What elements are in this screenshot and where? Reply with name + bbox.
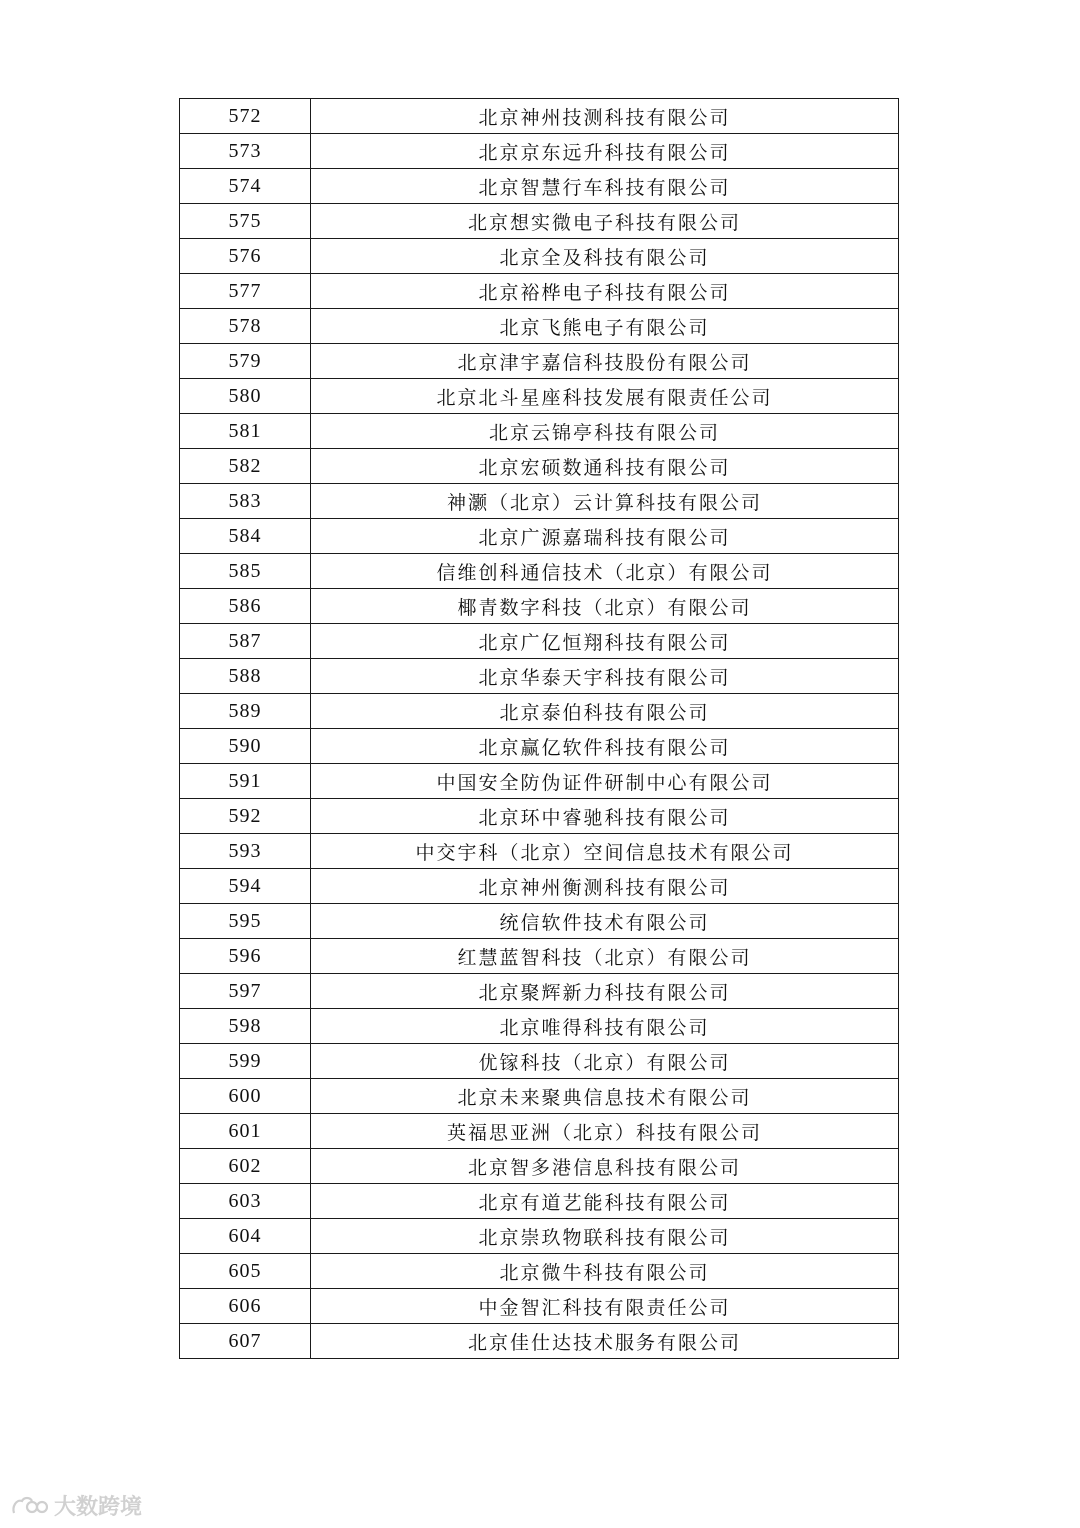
row-number-cell: 594 — [180, 869, 311, 904]
company-name-cell: 统信软件技术有限公司 — [311, 904, 899, 939]
company-name-cell: 北京津宇嘉信科技股份有限公司 — [311, 344, 899, 379]
row-number-cell: 602 — [180, 1149, 311, 1184]
table-row — [180, 729, 899, 764]
row-number-cell: 575 — [180, 204, 311, 239]
row-number-cell: 589 — [180, 694, 311, 729]
table-row — [180, 519, 899, 554]
row-number-cell: 577 — [180, 274, 311, 309]
company-name-cell: 北京泰伯科技有限公司 — [311, 694, 899, 729]
table-row — [180, 1254, 899, 1289]
table-row — [180, 939, 899, 974]
table-row — [180, 589, 899, 624]
company-name-cell: 信维创科通信技术（北京）有限公司 — [311, 554, 899, 589]
table-row — [180, 694, 899, 729]
row-number-cell: 573 — [180, 134, 311, 169]
company-name-cell: 北京宏硕数通科技有限公司 — [311, 449, 899, 484]
company-name-cell: 北京飞熊电子有限公司 — [311, 309, 899, 344]
table-row — [180, 239, 899, 274]
table-row — [180, 1324, 899, 1359]
row-number-cell: 607 — [180, 1324, 311, 1359]
table-row — [180, 449, 899, 484]
row-number-cell: 584 — [180, 519, 311, 554]
company-name-cell: 北京神州衡测科技有限公司 — [311, 869, 899, 904]
table-row — [180, 1289, 899, 1324]
company-name-cell: 北京智多港信息科技有限公司 — [311, 1149, 899, 1184]
row-number-cell: 586 — [180, 589, 311, 624]
row-number-cell: 579 — [180, 344, 311, 379]
row-number-cell: 572 — [180, 99, 311, 134]
row-number-cell: 574 — [180, 169, 311, 204]
company-name-cell: 北京裕桦电子科技有限公司 — [311, 274, 899, 309]
table-row — [180, 379, 899, 414]
company-name-cell: 北京有道艺能科技有限公司 — [311, 1184, 899, 1219]
company-name-cell: 北京唯得科技有限公司 — [311, 1009, 899, 1044]
row-number-cell: 593 — [180, 834, 311, 869]
row-number-cell: 576 — [180, 239, 311, 274]
company-name-cell: 中国安全防伪证件研制中心有限公司 — [311, 764, 899, 799]
table-row — [180, 1009, 899, 1044]
table-row — [180, 869, 899, 904]
table-row — [180, 554, 899, 589]
company-name-cell: 北京聚辉新力科技有限公司 — [311, 974, 899, 1009]
row-number-cell: 578 — [180, 309, 311, 344]
row-number-cell: 604 — [180, 1219, 311, 1254]
row-number-cell: 598 — [180, 1009, 311, 1044]
row-number-cell: 582 — [180, 449, 311, 484]
company-name-cell: 北京云锦亭科技有限公司 — [311, 414, 899, 449]
table-row — [180, 414, 899, 449]
table-row — [180, 1184, 899, 1219]
row-number-cell: 596 — [180, 939, 311, 974]
company-list-body — [180, 99, 899, 1359]
company-list-table — [179, 98, 899, 1359]
company-name-cell: 英福思亚洲（北京）科技有限公司 — [311, 1114, 899, 1149]
company-name-cell: 北京北斗星座科技发展有限责任公司 — [311, 379, 899, 414]
row-number-cell: 581 — [180, 414, 311, 449]
table-row — [180, 904, 899, 939]
company-name-cell: 北京佳仕达技术服务有限公司 — [311, 1324, 899, 1359]
row-number-cell: 601 — [180, 1114, 311, 1149]
table-row — [180, 799, 899, 834]
row-number-cell: 583 — [180, 484, 311, 519]
row-number-cell: 588 — [180, 659, 311, 694]
row-number-cell: 595 — [180, 904, 311, 939]
row-number-cell: 600 — [180, 1079, 311, 1114]
table-row — [180, 659, 899, 694]
table-row — [180, 484, 899, 519]
row-number-cell: 597 — [180, 974, 311, 1009]
company-name-cell: 北京华泰天宇科技有限公司 — [311, 659, 899, 694]
company-name-cell: 北京环中睿驰科技有限公司 — [311, 799, 899, 834]
company-name-cell: 中金智汇科技有限责任公司 — [311, 1289, 899, 1324]
row-number-cell: 585 — [180, 554, 311, 589]
watermark — [10, 1490, 142, 1521]
company-name-cell: 北京神州技测科技有限公司 — [311, 99, 899, 134]
company-name-cell: 北京想实微电子科技有限公司 — [311, 204, 899, 239]
table-row — [180, 309, 899, 344]
company-name-cell: 优镓科技（北京）有限公司 — [311, 1044, 899, 1079]
row-number-cell: 606 — [180, 1289, 311, 1324]
table-row — [180, 204, 899, 239]
table-row — [180, 344, 899, 379]
company-name-cell: 北京京东远升科技有限公司 — [311, 134, 899, 169]
company-name-cell: 中交宇科（北京）空间信息技术有限公司 — [311, 834, 899, 869]
company-name-cell: 北京赢亿软件科技有限公司 — [311, 729, 899, 764]
row-number-cell: 590 — [180, 729, 311, 764]
company-name-cell: 北京微牛科技有限公司 — [311, 1254, 899, 1289]
table-row — [180, 1044, 899, 1079]
table-row — [180, 834, 899, 869]
company-name-cell: 北京智慧行车科技有限公司 — [311, 169, 899, 204]
brand-logo-icon — [10, 1493, 48, 1519]
table-row — [180, 169, 899, 204]
company-name-cell: 椰青数字科技（北京）有限公司 — [311, 589, 899, 624]
company-name-cell: 神灏（北京）云计算科技有限公司 — [311, 484, 899, 519]
table-row — [180, 1149, 899, 1184]
row-number-cell: 603 — [180, 1184, 311, 1219]
table-row — [180, 1079, 899, 1114]
company-name-cell: 北京未来聚典信息技术有限公司 — [311, 1079, 899, 1114]
company-name-cell: 北京广亿恒翔科技有限公司 — [311, 624, 899, 659]
table-row — [180, 274, 899, 309]
company-name-cell: 红慧蓝智科技（北京）有限公司 — [311, 939, 899, 974]
table-row — [180, 1219, 899, 1254]
row-number-cell: 591 — [180, 764, 311, 799]
row-number-cell: 587 — [180, 624, 311, 659]
row-number-cell: 599 — [180, 1044, 311, 1079]
table-row — [180, 624, 899, 659]
company-name-cell: 北京广源嘉瑞科技有限公司 — [311, 519, 899, 554]
table-row — [180, 1114, 899, 1149]
row-number-cell: 592 — [180, 799, 311, 834]
table-row — [180, 764, 899, 799]
company-name-cell: 北京全及科技有限公司 — [311, 239, 899, 274]
table-row — [180, 99, 899, 134]
company-name-cell: 北京崇玖物联科技有限公司 — [311, 1219, 899, 1254]
table-row — [180, 974, 899, 1009]
watermark-text: 大数跨境 — [54, 1495, 143, 1520]
row-number-cell: 580 — [180, 379, 311, 414]
row-number-cell: 605 — [180, 1254, 311, 1289]
table-row — [180, 134, 899, 169]
